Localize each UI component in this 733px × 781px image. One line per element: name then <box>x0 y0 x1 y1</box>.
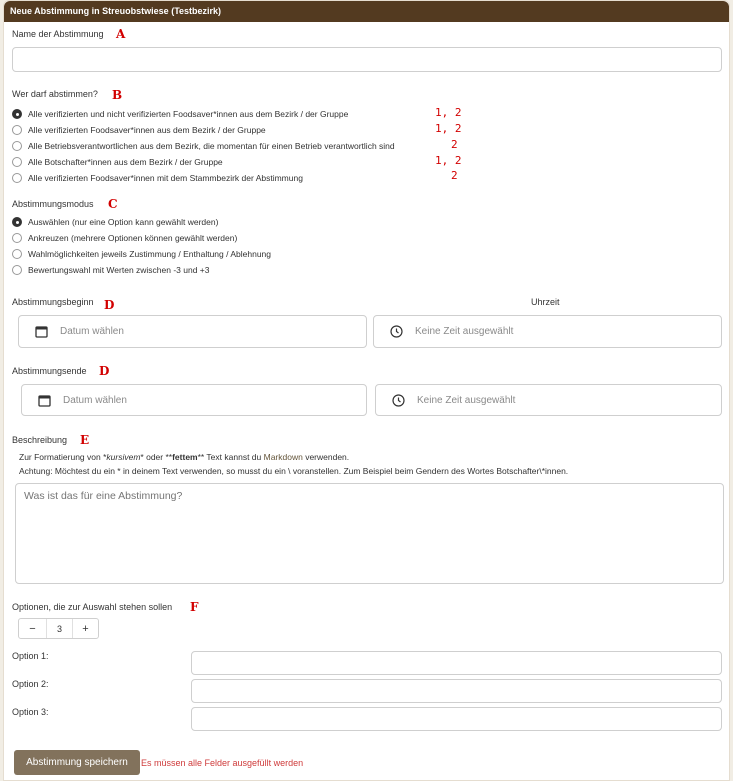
help-text: Zur Formatierung von * <box>19 452 107 462</box>
poll-form-panel <box>3 0 730 781</box>
validation-error: Es müssen alle Felder ausgefüllt werden <box>141 758 304 768</box>
start-time-label: Uhrzeit <box>531 297 560 307</box>
poll-name-input[interactable] <box>12 47 722 72</box>
mode-option-label: Bewertungswahl mit Werten zwischen -3 und +3 <box>28 265 210 275</box>
radio-button-checked[interactable] <box>12 109 22 119</box>
markdown-help-line-2: Achtung: Möchtest du ein * in deinem Text verwenden, so musst du ein \ voranstellen. Zum Beispiel beim Gendern des Wortes Botschafter\*innen. <box>19 466 569 476</box>
radio-button[interactable] <box>12 233 22 243</box>
start-time-picker[interactable] <box>373 315 722 348</box>
markdown-help-line-1 <box>19 452 349 462</box>
marker-e: E <box>80 433 90 447</box>
radio-button[interactable] <box>12 141 22 151</box>
start-label: Abstimmungsbeginn <box>12 297 94 307</box>
radio-button[interactable] <box>12 249 22 259</box>
marker-b: B <box>112 88 123 102</box>
calendar-icon <box>35 325 48 338</box>
end-label: Abstimmungsende <box>12 366 87 376</box>
marker-f: F <box>190 600 199 614</box>
voters-option-label: Alle Botschafter*innen aus dem Bezirk / der Gruppe <box>28 157 223 167</box>
radio-button-checked[interactable] <box>12 217 22 227</box>
radio-button[interactable] <box>12 157 22 167</box>
panel-header-title: Neue Abstimmung in Streuobstwiese (Testbezirk) <box>4 1 729 22</box>
start-date-placeholder: Datum wählen <box>60 326 124 337</box>
voters-option-label: Alle verifizierten und nicht verifizierten Foodsaver*innen aus dem Bezirk / der Gruppe <box>28 109 349 119</box>
decrement-button[interactable]: − <box>19 619 47 638</box>
help-text: verwenden. <box>302 452 350 462</box>
voters-note: 1, 2 <box>435 106 462 119</box>
marker-d-end: D <box>99 364 110 378</box>
mode-option-1[interactable] <box>12 215 218 229</box>
end-time-placeholder: Keine Zeit ausgewählt <box>417 394 516 406</box>
help-italic: kursivem <box>106 452 141 462</box>
voters-option-3[interactable] <box>12 139 395 153</box>
increment-button[interactable]: + <box>72 619 98 638</box>
voters-note: 1, 2 <box>435 154 462 167</box>
mode-option-3[interactable] <box>12 247 271 261</box>
voters-option-2[interactable] <box>12 123 266 137</box>
help-text: * oder ** <box>140 452 173 462</box>
option-3-input[interactable] <box>191 707 722 731</box>
marker-c: C <box>108 197 118 211</box>
voters-option-1[interactable] <box>12 107 348 121</box>
clock-icon <box>392 394 405 407</box>
marker-a: A <box>116 27 126 41</box>
mode-label: Abstimmungsmodus <box>12 199 94 209</box>
voters-note: 1, 2 <box>435 122 462 135</box>
mode-option-label: Ankreuzen (mehrere Optionen können gewählt werden) <box>28 233 238 243</box>
option-count-stepper <box>18 618 99 639</box>
option-2-label: Option 2: <box>12 679 49 689</box>
voters-note: 2 <box>451 169 458 182</box>
end-date-placeholder: Datum wählen <box>63 394 127 406</box>
voters-note: 2 <box>451 138 458 151</box>
mode-option-4[interactable] <box>12 263 210 277</box>
radio-button[interactable] <box>12 265 22 275</box>
help-text: ** Text kannst du <box>197 452 264 462</box>
end-date-picker[interactable] <box>21 384 367 416</box>
radio-button[interactable] <box>12 173 22 183</box>
marker-d-start: D <box>104 298 115 312</box>
mode-option-2[interactable] <box>12 231 237 245</box>
markdown-link[interactable]: Markdown <box>263 452 303 462</box>
mode-option-label: Auswählen (nur eine Option kann gewählt werden) <box>28 217 219 227</box>
option-1-input[interactable] <box>191 651 722 675</box>
name-label: Name der Abstimmung <box>12 29 104 39</box>
option-count-value[interactable]: 3 <box>56 623 62 634</box>
start-time-placeholder: Keine Zeit ausgewählt <box>415 326 514 337</box>
description-textarea[interactable] <box>15 483 724 584</box>
option-1-label: Option 1: <box>12 651 49 661</box>
save-poll-button[interactable]: Abstimmung speichern <box>14 750 140 775</box>
help-bold: fettem <box>172 452 198 462</box>
clock-icon <box>390 325 403 338</box>
end-time-picker[interactable] <box>375 384 722 416</box>
voters-option-label: Alle verifizierten Foodsaver*innen mit dem Stammbezirk der Abstimmung <box>28 173 303 183</box>
options-label: Optionen, die zur Auswahl stehen sollen <box>12 602 173 612</box>
voters-option-4[interactable] <box>12 155 223 169</box>
voters-label: Wer darf abstimmen? <box>12 89 98 99</box>
voters-option-5[interactable] <box>12 171 303 185</box>
radio-button[interactable] <box>12 125 22 135</box>
voters-option-label: Alle verifizierten Foodsaver*innen aus dem Bezirk / der Gruppe <box>28 125 266 135</box>
mode-option-label: Wahlmöglichkeiten jeweils Zustimmung / Enthaltung / Ablehnung <box>28 249 272 259</box>
option-3-label: Option 3: <box>12 707 49 717</box>
option-2-input[interactable] <box>191 679 722 703</box>
description-label: Beschreibung <box>12 435 68 445</box>
voters-option-label: Alle Betriebsverantwortlichen aus dem Bezirk, die momentan für einen Betrieb verantwortlich sind <box>28 141 395 151</box>
calendar-icon <box>38 394 51 407</box>
start-date-picker[interactable] <box>18 315 367 348</box>
